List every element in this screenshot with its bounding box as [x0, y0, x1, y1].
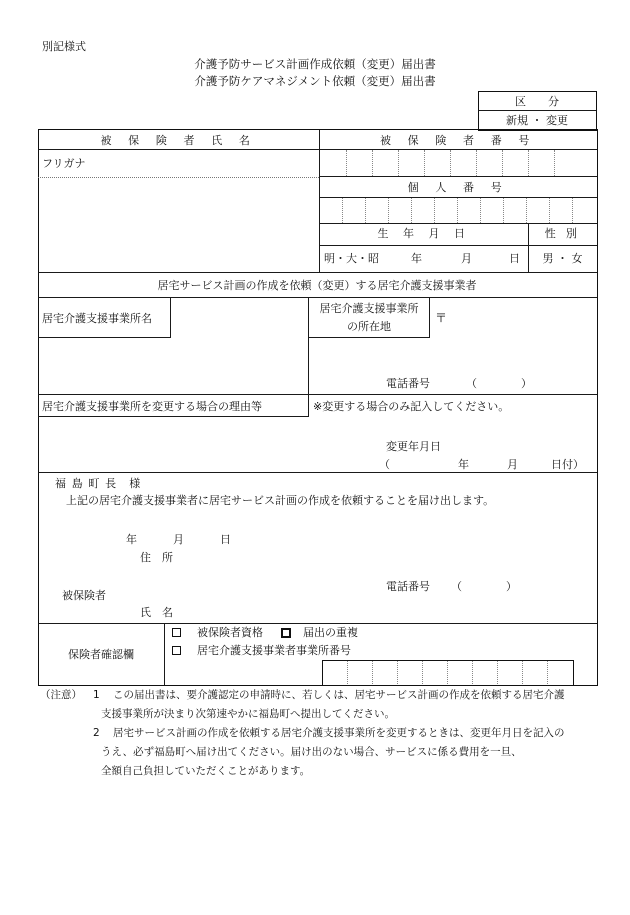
declaration-day[interactable]: 日 [220, 533, 231, 546]
birthdate-month: 月 [461, 252, 472, 265]
location-label-divider [429, 297, 430, 337]
row-divider [38, 472, 597, 473]
office-cell-divider [497, 661, 498, 684]
address-field[interactable] [180, 548, 580, 568]
provider-section-title: 居宅サービス計画の作成を依頼（変更）する居宅介護支援事業者 [157, 279, 477, 292]
name-label-underline [38, 337, 171, 338]
number-cell-divider [424, 150, 425, 176]
note1-number: 1 [93, 689, 100, 701]
declaration-month[interactable]: 月 [173, 533, 184, 546]
declaration-statement: 上記の居宅介護支援事業者に居宅サービス計画の作成を依頼することを届け出します。 [66, 494, 495, 507]
name-label: 氏 名 [140, 606, 173, 619]
birthdate-era[interactable]: 明・大・昭 [324, 252, 379, 265]
provider-location-label-2: の所在地 [347, 320, 391, 333]
pn-cell-divider [526, 198, 527, 223]
birthdate-day: 日 [509, 252, 520, 265]
furigana-label: フリガナ [42, 157, 86, 170]
name-field[interactable] [180, 603, 580, 621]
declaration-phone-label: 電話番号 [386, 580, 430, 593]
provider-name-field[interactable] [171, 298, 307, 393]
insured-name-header: 被 保 険 者 氏 名 [100, 134, 257, 147]
pn-cell-divider [365, 198, 366, 223]
change-reason-label: 居宅介護支援事業所を変更する場合の理由等 [42, 400, 262, 413]
number-cell-divider [398, 150, 399, 176]
office-cell-divider [522, 661, 523, 684]
row-divider [319, 176, 597, 177]
pn-cell-divider [411, 198, 412, 223]
office-cell-divider [347, 661, 348, 684]
gender-options[interactable]: 男 ・ 女 [542, 252, 583, 265]
checkbox-duplicate[interactable] [281, 628, 291, 638]
checkbox-label-office-number: 居宅介護支援事業者事業所番号 [197, 644, 351, 657]
pn-cell-divider [434, 198, 435, 223]
form-title-2: 介護予防ケアマネジメント依頼（変更）届出書 [194, 74, 436, 88]
row-divider [319, 223, 597, 224]
office-cell-divider [397, 661, 398, 684]
addressee: 福 島 町 長 様 [55, 477, 142, 490]
note1-line1: この届出書は、要介護認定の申請時に、若しくは、居宅サービス計画の作成を依頼する居宅介護 [113, 689, 565, 701]
change-date-year[interactable]: 年 [458, 458, 469, 471]
note2-line2: うえ、必ず福島町へ届け出てください。届け出のない場合、サービスに係る費用を一旦、 [101, 746, 522, 758]
office-cell-divider [422, 661, 423, 684]
row-divider [319, 245, 597, 246]
postal-mark: 〒 [435, 311, 448, 325]
change-date-close[interactable]: 日付） [551, 458, 584, 471]
change-date-open: （ [379, 458, 390, 471]
form-label: 別記様式 [42, 40, 86, 53]
category-value[interactable]: 新規 ・ 変更 [506, 114, 568, 127]
note1-line2: 支援事業所が決まり次第速やかに福島町へ提出してください。 [101, 708, 395, 720]
category-label: 区 分 [515, 95, 559, 108]
insured-number-header: 被 保 険 者 番 号 [379, 134, 537, 147]
personal-number-field[interactable] [320, 198, 596, 223]
office-number-field[interactable] [322, 660, 574, 685]
row-divider [38, 272, 597, 273]
provider-phone-label: 電話番号 [386, 377, 430, 390]
insured-label: 被保険者 [62, 589, 106, 602]
pn-cell-divider [572, 198, 573, 223]
office-cell-divider [547, 661, 548, 684]
insurer-check-label: 保険者確認欄 [68, 648, 134, 661]
row-divider [38, 394, 597, 395]
row-divider [38, 623, 597, 624]
gender-header: 性 別 [544, 227, 581, 240]
personal-number-header: 個 人 番 号 [407, 181, 509, 194]
number-cell-divider [502, 150, 503, 176]
insured-name-field[interactable] [39, 178, 318, 272]
provider-name-label: 居宅介護支援事業所名 [42, 312, 152, 325]
pn-cell-divider [480, 198, 481, 223]
reason-label-underline [38, 416, 309, 417]
checkbox-label-insured-status: 被保険者資格 [197, 626, 263, 639]
note2-number: 2 [93, 727, 100, 739]
note2-line3: 全額自己負担していただくことがあります。 [101, 765, 311, 777]
checkbox-office-number[interactable] [172, 646, 181, 655]
birthdate-header: 生 年 月 日 [377, 227, 471, 240]
provider-location-label-1: 居宅介護支援事業所 [319, 302, 419, 315]
declaration-year[interactable]: 年 [126, 533, 137, 546]
notes-prefix: （注意） [40, 689, 82, 701]
change-date-month[interactable]: 月 [507, 458, 518, 471]
declaration-phone-paren[interactable]: （ ） [451, 580, 517, 593]
number-cell-divider [528, 150, 529, 176]
change-reason-field[interactable] [40, 418, 370, 468]
pn-cell-divider [549, 198, 550, 223]
pn-cell-divider [342, 198, 343, 223]
number-cell-divider [346, 150, 347, 176]
number-cell-divider [476, 150, 477, 176]
office-cell-divider [372, 661, 373, 684]
birthdate-year: 年 [411, 252, 422, 265]
address-label: 住 所 [140, 551, 173, 564]
pn-cell-divider [457, 198, 458, 223]
provider-phone-paren[interactable]: （ ） [466, 377, 532, 390]
change-note: ※変更する場合のみ記入してください。 [313, 400, 510, 413]
office-cell-divider [447, 661, 448, 684]
change-date-label: 変更年月日 [386, 440, 441, 453]
form-title-1: 介護予防サービス計画作成依頼（変更）届出書 [194, 57, 436, 71]
insurer-column-divider [164, 623, 165, 685]
provider-address-field[interactable] [450, 300, 594, 360]
checkbox-insured-status[interactable] [172, 628, 181, 637]
pn-cell-divider [388, 198, 389, 223]
number-cell-divider [554, 150, 555, 176]
category-divider [478, 110, 596, 111]
office-cell-divider [472, 661, 473, 684]
number-cell-divider [372, 150, 373, 176]
reason-label-divider [308, 394, 309, 416]
pn-cell-divider [503, 198, 504, 223]
note2-line1: 居宅サービス計画の作成を依頼する居宅介護支援事業所を変更するときは、変更年月日を記入の [113, 727, 565, 739]
checkbox-label-duplicate: 届出の重複 [303, 626, 358, 639]
location-label-underline [308, 337, 430, 338]
row-divider [38, 297, 597, 298]
number-cell-divider [450, 150, 451, 176]
